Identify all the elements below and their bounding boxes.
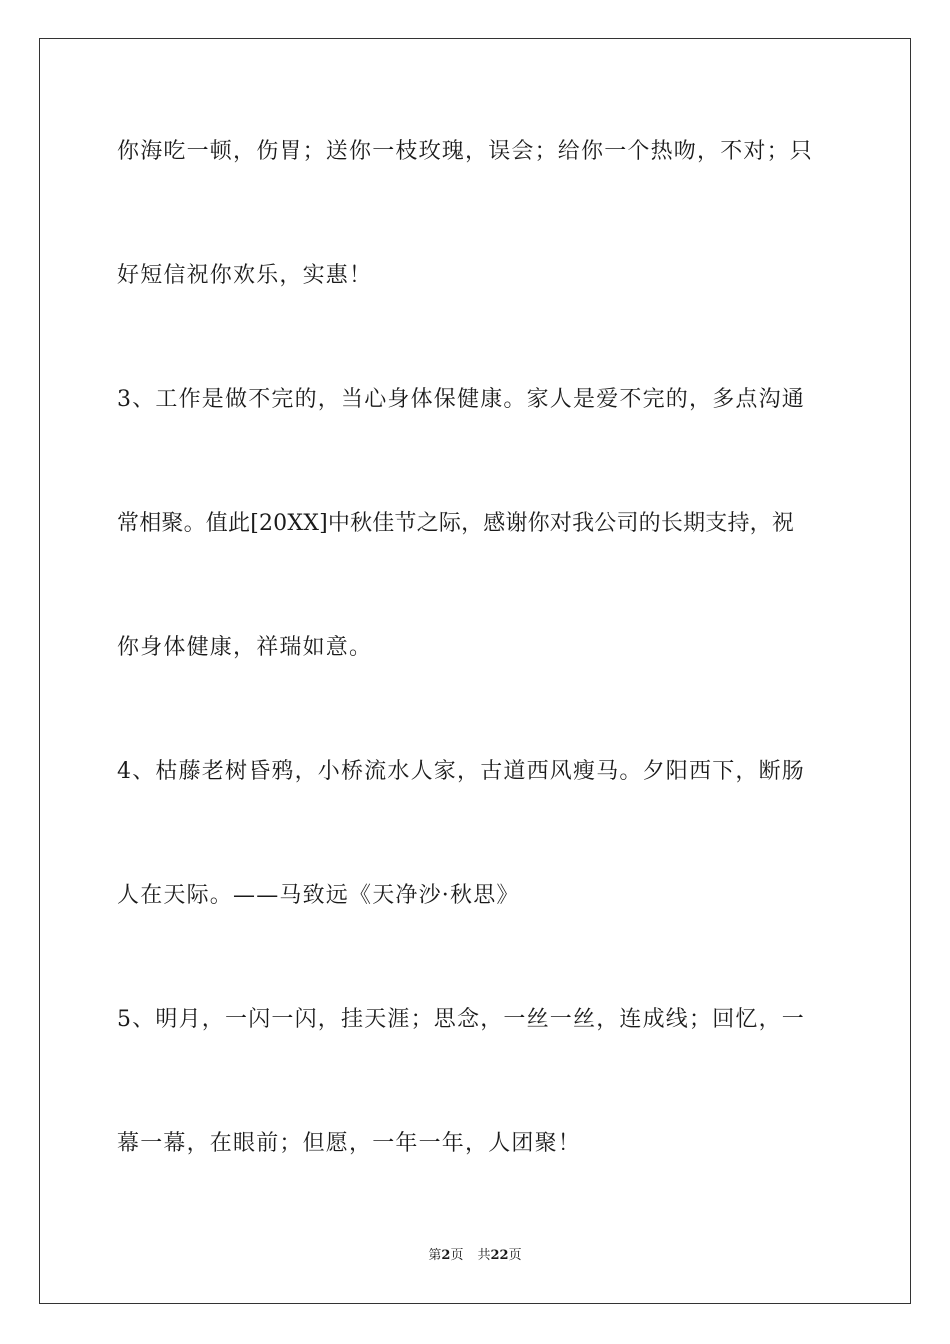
body-text-line-1: 你海吃一顿，伤胃；送你一枝玫瑰，误会；给你一个热吻，不对；只 xyxy=(117,139,814,164)
body-text-line-8: 5、明月，一闪一闪，挂天涯；思念，一丝一丝，连成线；回忆，一 xyxy=(117,1007,805,1032)
body-text-line-6: 4、枯藤老树昏鸦，小桥流水人家，古道西风瘦马。夕阳西下，断肠 xyxy=(117,759,805,784)
body-text-line-3: 3、工作是做不完的，当心身体保健康。家人是爱不完的，多点沟通 xyxy=(117,387,805,412)
page-suffix: 页 xyxy=(450,1248,464,1263)
total-suffix: 页 xyxy=(508,1248,522,1263)
body-text-line-2: 好短信祝你欢乐，实惠！ xyxy=(117,263,373,288)
body-text-line-9: 幕一幕，在眼前；但愿，一年一年，人团聚！ xyxy=(117,1131,582,1156)
page-prefix: 第 xyxy=(428,1248,442,1263)
body-text-line-5: 你身体健康，祥瑞如意。 xyxy=(117,635,373,660)
body-text-line-4: 常相聚。值此[20XX]中秋佳节之际，感谢你对我公司的长期支持，祝 xyxy=(117,511,795,536)
total-prefix: 共 xyxy=(477,1248,491,1263)
page-border xyxy=(39,38,911,1304)
body-text-line-7: 人在天际。——马致远《天净沙·秋思》 xyxy=(117,883,520,908)
page-number: 2 xyxy=(441,1248,451,1263)
total-pages: 22 xyxy=(490,1248,509,1263)
page-footer xyxy=(0,1247,950,1265)
